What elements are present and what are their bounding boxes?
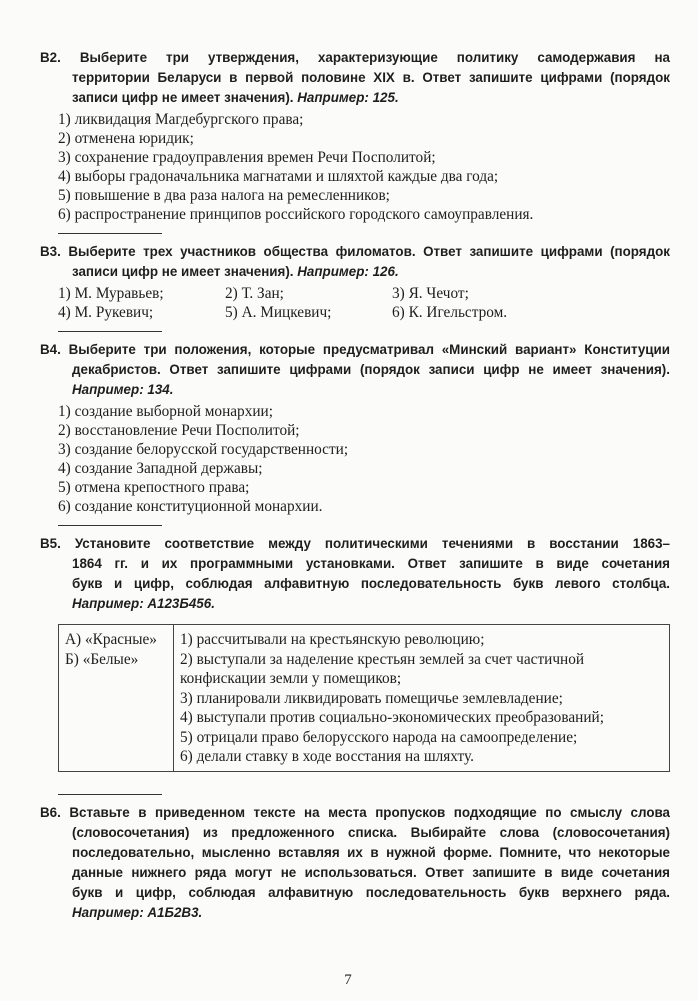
right-column: [174, 625, 670, 772]
question-b4: [40, 340, 670, 516]
question-line: (словосочетания) из предложенного списка. Выбирайте слова (словосочетания): [72, 824, 670, 840]
question-line-text: записи цифр не имеет значения).: [72, 264, 298, 279]
question-b5: [40, 534, 670, 772]
question-b4-text: [40, 340, 670, 400]
right-item: 5) отрицали право белорусского народа на самоопределение;: [180, 728, 578, 746]
question-b3: [40, 242, 670, 322]
right-item: 3) планировали ликвидировать помещичье землевладение;: [180, 689, 563, 707]
question-line: В4. Выберите три положения, которые предусматривал «Минский вариант» Конституции: [40, 342, 670, 357]
option-list: [40, 402, 670, 516]
option: 3) создание белорусской государственности;: [58, 441, 349, 458]
question-line-text: записи цифр не имеет значения).: [72, 90, 298, 105]
answer-line-b2[interactable]: [58, 233, 162, 234]
question-line: [40, 88, 670, 108]
answer-line-b5[interactable]: [58, 794, 162, 795]
example: Например: 126.: [297, 264, 399, 279]
question-line: букв и цифр, соблюдая алфавитную последовательность букв левого столбца.: [72, 576, 670, 591]
right-item: 1) рассчитывали на крестьянскую революцию;: [180, 631, 485, 648]
example: Например: 125.: [297, 90, 399, 105]
question-b2-text: [40, 48, 670, 108]
left-item: А) «Красные»: [65, 631, 157, 648]
right-item: 2) выступали за наделение крестьян землей за счет частичной конфискации земли у помещиков;: [180, 650, 585, 687]
option: 3) Я. Чечот;: [392, 285, 469, 302]
matching-table: [58, 624, 670, 772]
question-line: последовательно, мысленно вставляя их в нужной форме. Помните, что некоторые: [72, 844, 670, 860]
option: 1) М. Муравьев;: [58, 285, 164, 302]
question-line: данные нижнего ряда могут не использоваться. Ответ запишите в виде сочетания: [72, 864, 670, 880]
question-line: В2. Выберите три утверждения, характеризующие политику самодержавия на: [40, 50, 670, 65]
example: Например: А123Б456.: [72, 596, 215, 611]
option: 5) отмена крепостного права;: [58, 479, 250, 496]
answer-line-b3[interactable]: [58, 331, 162, 332]
option: 6) распространение принципов российского городского самоуправления.: [58, 206, 534, 223]
page-content: [40, 48, 670, 989]
option: 4) выборы градоначальника магнатами и шляхтой каждые два года;: [58, 168, 499, 185]
option: 4) М. Рукевич;: [58, 304, 154, 321]
question-b5-text: [40, 534, 670, 614]
question-b6-text: [40, 803, 670, 923]
question-b3-text: [40, 242, 670, 282]
question-line: В5. Установите соответствие между политическими течениями в восстании 1863–: [40, 536, 670, 551]
option: 1) ликвидация Магдебургского права;: [58, 111, 304, 128]
example: Например: А1Б2В3.: [72, 904, 203, 920]
option: 2) восстановление Речи Посполитой;: [58, 422, 300, 439]
question-line: декабристов. Ответ запишите цифрами (порядок записи цифр не имеет значения).: [72, 362, 670, 377]
option: 3) сохранение градоуправления времен Речи Посполитой;: [58, 149, 436, 166]
option: 6) создание конституционной монархии.: [58, 498, 323, 515]
example: Например: 134.: [72, 382, 174, 397]
right-item: 4) выступали против социально-экономических преобразований;: [180, 709, 604, 726]
option-list: [40, 284, 670, 322]
right-item: 6) делали ставку в ходе восстания на шляхту.: [180, 748, 474, 765]
option: 1) создание выборной монархии;: [58, 403, 273, 420]
left-column: [59, 625, 174, 772]
option: 6) К. Игельстром.: [392, 304, 508, 321]
option: 5) повышение в два раза налога на ремесленников;: [58, 187, 390, 204]
option: 5) А. Мицкевич;: [225, 304, 332, 321]
answer-line-b4[interactable]: [58, 525, 162, 526]
question-line: В3. Выберите трех участников общества филоматов. Ответ запишите цифрами (порядок: [40, 244, 670, 259]
question-line: 1864 гг. и их программными установками. Ответ запишите в виде сочетания: [72, 556, 670, 571]
question-line: букв и цифр, соблюдая алфавитную последовательность букв верхнего ряда.: [72, 884, 670, 900]
question-b6: [40, 803, 670, 923]
option-list: [40, 110, 670, 224]
option: 4) создание Западной державы;: [58, 460, 263, 477]
question-line: [40, 262, 670, 282]
option: 2) Т. Зан;: [225, 285, 284, 302]
option: 2) отменена юридик;: [58, 130, 194, 147]
question-b2: [40, 48, 670, 224]
page-number: 7: [344, 971, 352, 988]
left-item: Б) «Белые»: [65, 650, 139, 668]
question-line: В6. Вставьте в приведенном тексте на места пропусков подходящие по смыслу слова: [40, 804, 670, 820]
question-line: территории Беларуси в первой половине XIX в. Ответ запишите цифрами (порядок: [72, 70, 670, 85]
